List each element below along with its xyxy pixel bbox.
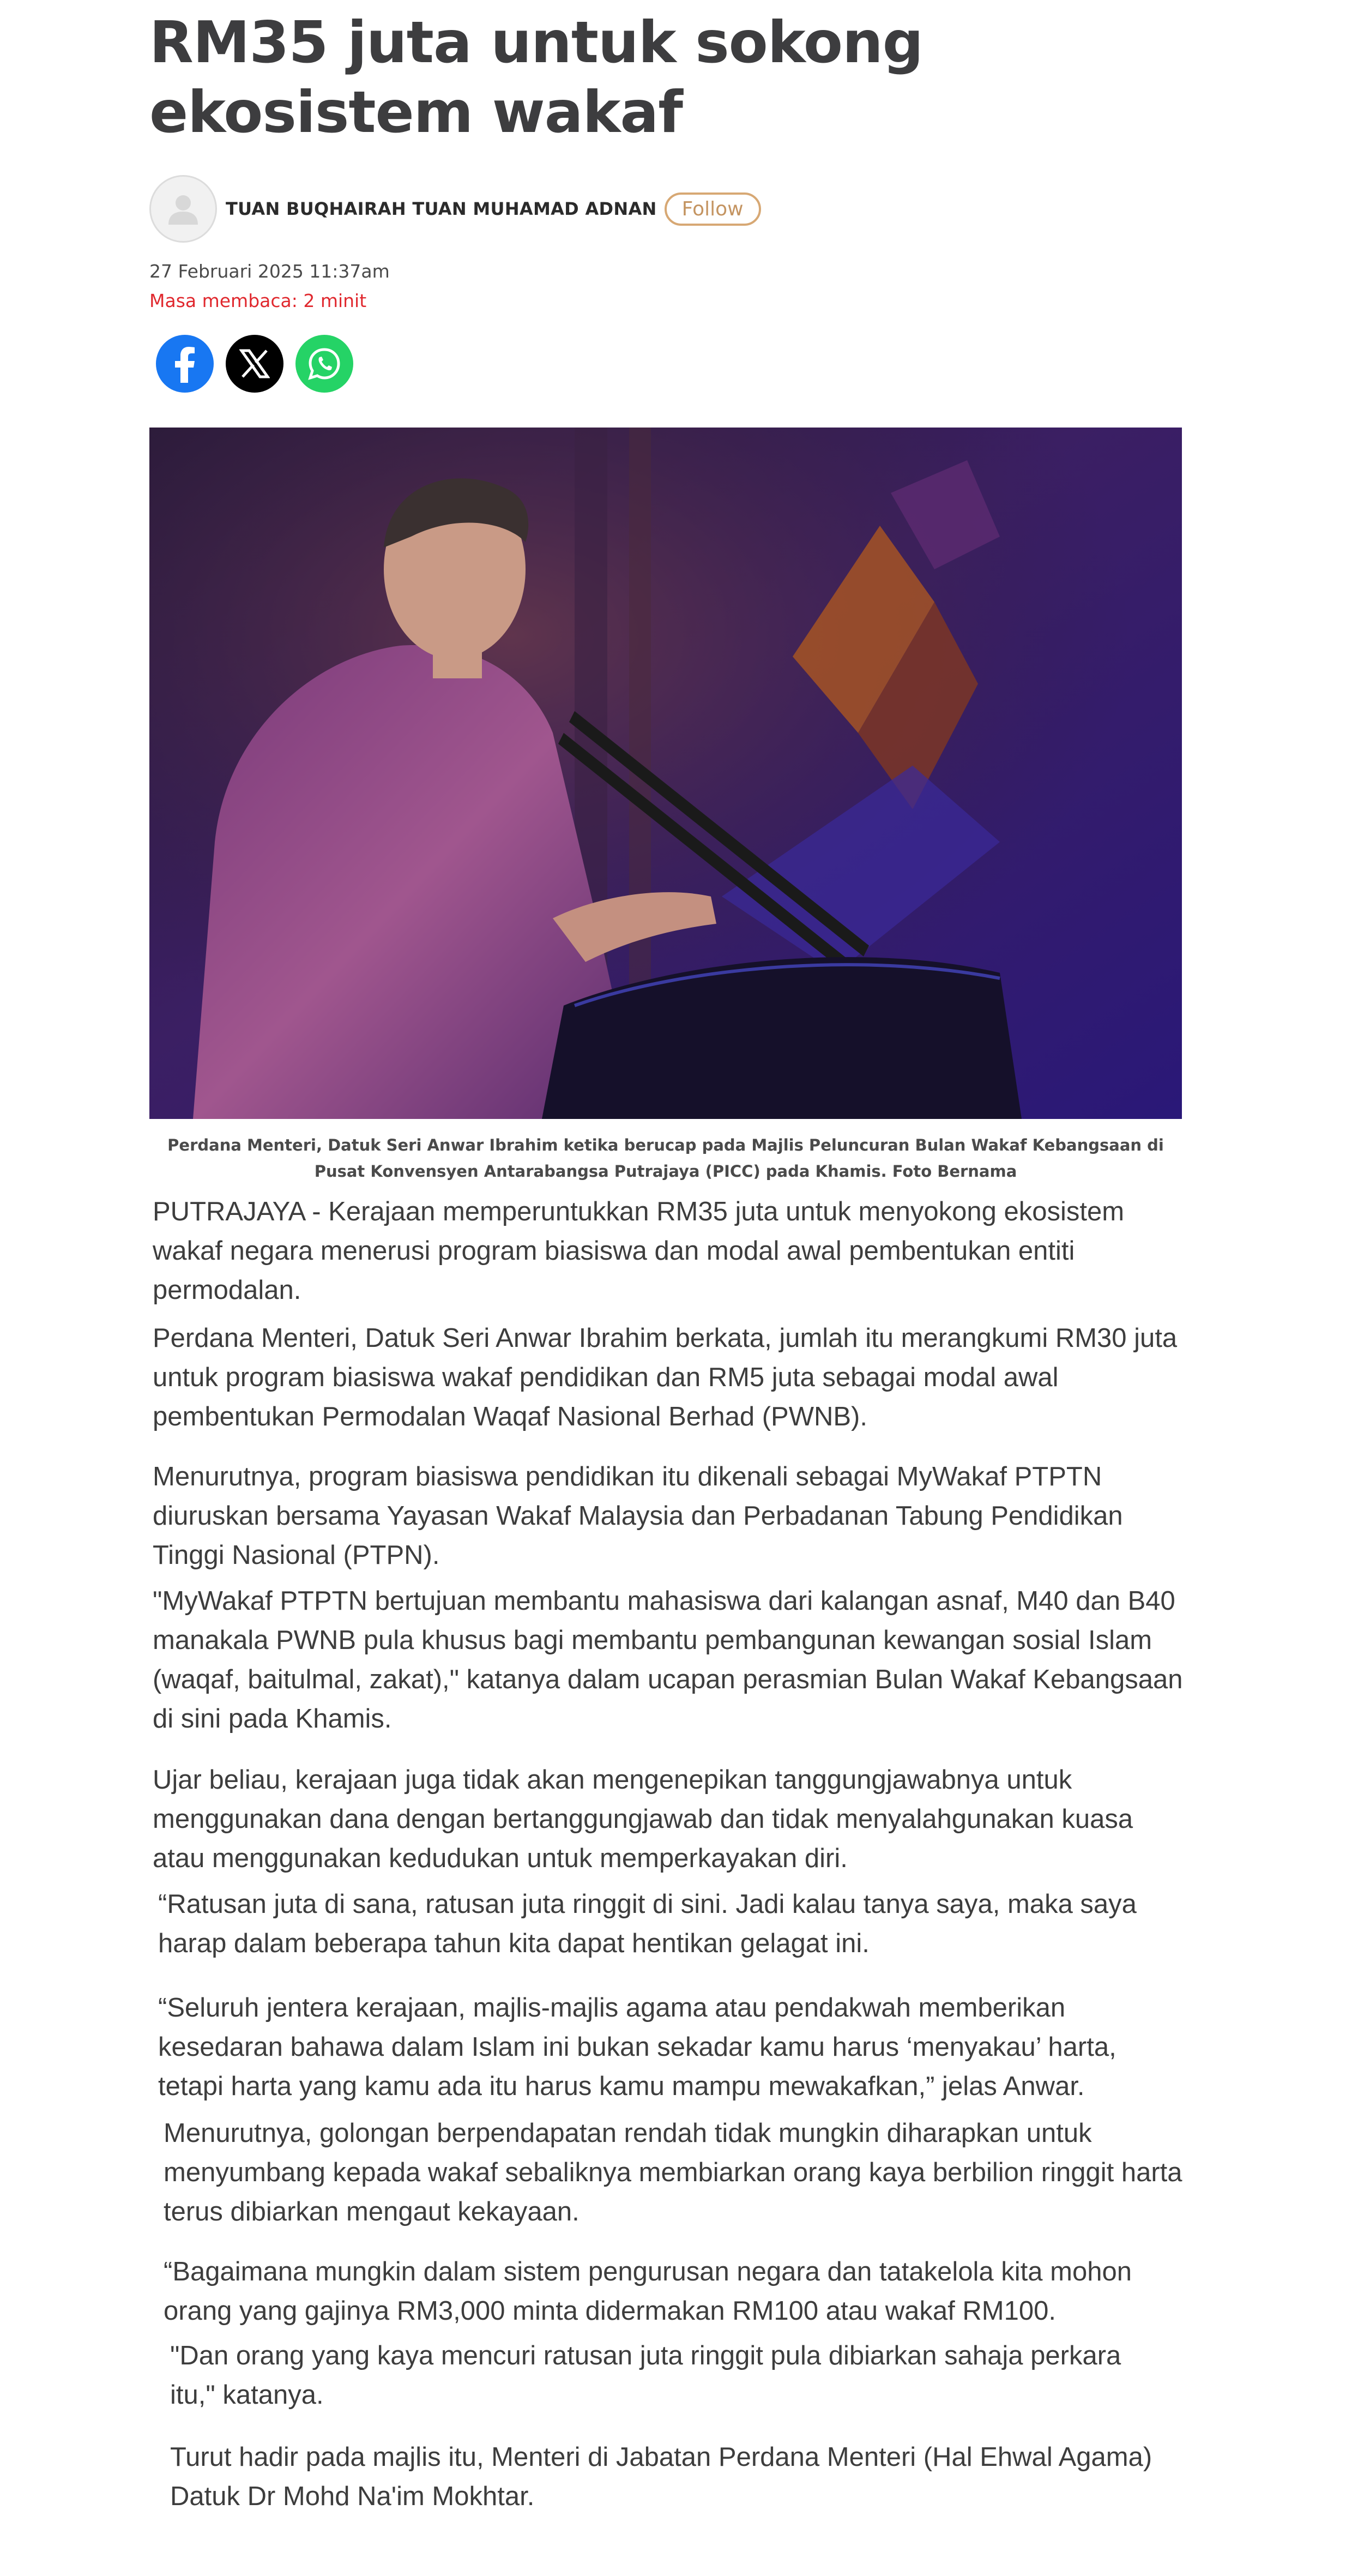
reading-time: Masa membaca: 2 minit: [149, 290, 367, 311]
x-share-button[interactable]: [226, 335, 283, 393]
paragraph: Perdana Menteri, Datuk Seri Anwar Ibrahim berkata, jumlah itu merangkumi RM30 juta untuk program biasiswa wakaf pendidikan dan RM5 juta sebagai modal awal pembentukan Permodalan Waqaf Nasional Berhad (PWNB).: [153, 1323, 1178, 1431]
whatsapp-share-button[interactable]: [295, 335, 353, 393]
publish-date: 27 Februari 2025 11:37am: [149, 261, 390, 282]
paragraph: "MyWakaf PTPTN bertujuan membantu mahasiswa dari kalangan asnaf, M40 dan B40 manakala PWNB pula khusus bagi membantu pembangunan kewangan sosial Islam (waqaf, baitulmal, zakat)," katanya dalam ucapan perasmian Bulan Wakaf Kebangsaan di sini pada Khamis.: [153, 1586, 1183, 1734]
speaker-photo: [149, 428, 1182, 1119]
paragraph: “Bagaimana mungkin dalam sistem pengurusan negara dan tatakelola kita mohon orang yang gajinya RM3,000 minta didermakan RM100 atau wakaf RM100.: [164, 2257, 1132, 2326]
paragraph: Menurutnya, program biasiswa pendidikan itu dikenali sebagai MyWakaf PTPTN diuruskan bersama Yayasan Wakaf Malaysia dan Perbadanan Tabung Pendidikan Tinggi Nasional (PTPN).: [153, 1462, 1123, 1570]
share-buttons: [156, 335, 353, 393]
paragraph: “Ratusan juta di sana, ratusan juta ringgit di sini. Jadi kalau tanya saya, maka saya harap dalam beberapa tahun kita dapat hentikan gelagat ini.: [158, 1889, 1137, 1958]
x-icon: [239, 348, 270, 379]
paragraph: Ujar beliau, kerajaan juga tidak akan mengenepikan tanggungjawabnya untuk menggunakan dana dengan bertanggungjawab dan tidak menyalahgunakan kuasa atau menggunakan kedudukan untuk memperkayakan diri.: [153, 1765, 1133, 1873]
follow-button[interactable]: Follow: [665, 192, 761, 226]
article-photo: [149, 428, 1182, 1119]
article-title: RM35 juta untuk sokong ekosistem wakaf: [149, 9, 923, 146]
author-row: [149, 173, 761, 244]
photo-caption: Perdana Menteri, Datuk Seri Anwar Ibrahim ketika berucap pada Majlis Peluncuran Bulan Wakaf Kebangsaan di Pusat Konvensyen Antarabangsa Putrajaya (PICC) pada Khamis. Foto Bernama: [167, 1136, 1164, 1181]
paragraph: "Dan orang yang kaya mencuri ratusan juta ringgit pula dibiarkan sahaja perkara itu," katanya.: [170, 2341, 1121, 2410]
facebook-icon: [168, 345, 201, 383]
paragraph: Turut hadir pada majlis itu, Menteri di Jabatan Perdana Menteri (Hal Ehwal Agama) Datuk Dr Mohd Na'im Mokhtar.: [170, 2442, 1152, 2511]
author-avatar[interactable]: [149, 175, 217, 243]
whatsapp-icon: [307, 346, 342, 381]
paragraph: “Seluruh jentera kerajaan, majlis-majlis agama atau pendakwah memberikan kesedaran bahawa dalam Islam ini bukan sekadar kamu harus ‘menyakau’ harta, tetapi harta yang kamu ada itu harus kamu mampu mewakafkan,” jelas Anwar.: [158, 1993, 1116, 2101]
facebook-share-button[interactable]: [156, 335, 214, 393]
user-icon: [164, 190, 202, 228]
paragraph: Menurutnya, golongan berpendapatan rendah tidak mungkin diharapkan untuk menyumbang kepada wakaf sebaliknya membiarkan orang kaya berbilion ringgit harta terus dibiarkan mengaut kekayaan.: [164, 2118, 1182, 2226]
paragraph: PUTRAJAYA - Kerajaan memperuntukkan RM35 juta untuk menyokong ekosistem wakaf negara menerusi program biasiswa dan modal awal pembentukan entiti permodalan.: [153, 1197, 1125, 1305]
author-name[interactable]: TUAN BUQHAIRAH TUAN MUHAMAD ADNAN: [226, 198, 657, 219]
